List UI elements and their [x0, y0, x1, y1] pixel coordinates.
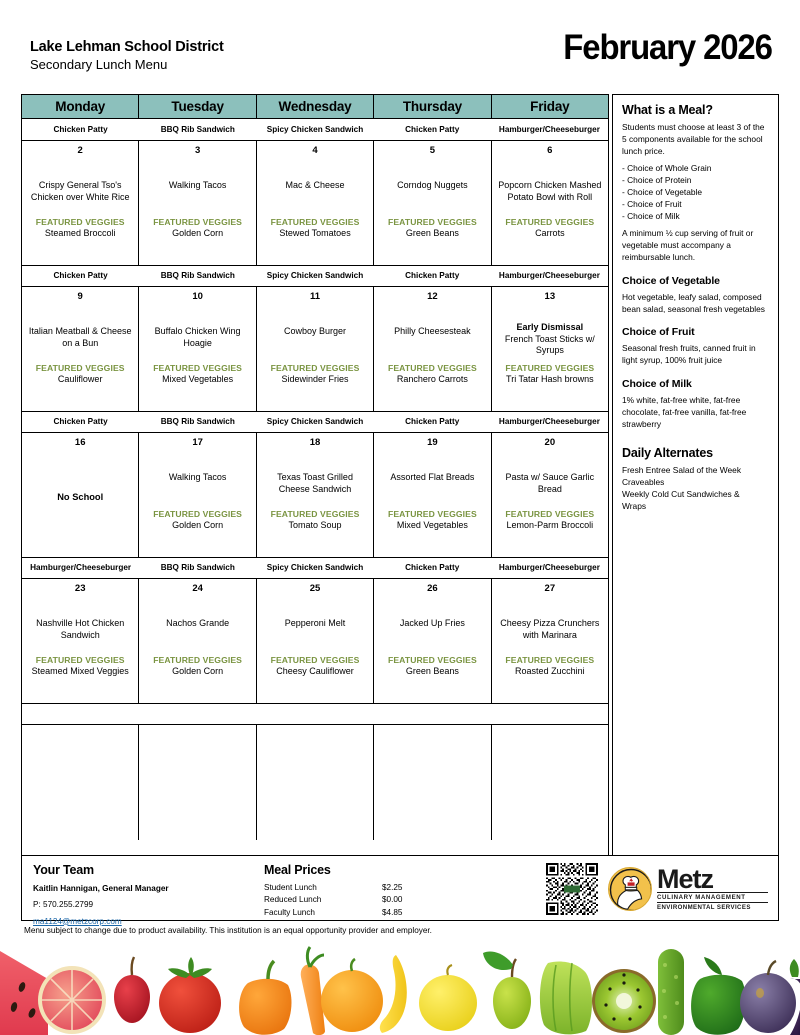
featured-veggies-label: FEATURED VEGGIES — [388, 217, 477, 228]
meal-component-item: - Choice of Milk — [622, 210, 680, 221]
metz-wordmark — [657, 863, 768, 912]
entree-row-week4 — [22, 557, 608, 579]
day-cell-25[interactable] — [257, 579, 374, 703]
day-cell-20[interactable] — [492, 433, 608, 557]
daily-alternates-line: Craveables — [622, 477, 665, 488]
day-cell-16[interactable] — [22, 433, 139, 557]
featured-veggies-label: FEATURED VEGGIES — [505, 363, 595, 374]
dow-thursday: Thursday — [374, 95, 491, 118]
day-number: 11 — [309, 291, 321, 302]
featured-veggies-value: Ranchero Carrots — [396, 373, 468, 384]
entree-w1-d2: Spicy Chicken Sandwich — [266, 124, 364, 134]
month-year-title: February 2026 — [563, 28, 772, 67]
meal-prices-block — [264, 863, 514, 919]
day-cell-empty-2[interactable] — [139, 725, 256, 840]
dow-friday: Friday — [492, 95, 608, 118]
price-value: $2.25 — [382, 883, 403, 892]
featured-veggies — [271, 363, 360, 407]
week-row-5 — [22, 725, 608, 840]
featured-veggies — [271, 217, 360, 261]
day-number: 3 — [194, 145, 201, 156]
featured-veggies-value: Sidewinder Fries — [281, 373, 349, 384]
day-meal: Assorted Flat Breads — [390, 472, 475, 483]
meal-component-item: - Choice of Whole Grain — [622, 163, 712, 174]
entree-w5-d2 — [256, 704, 373, 724]
entree-w4-d2: Spicy Chicken Sandwich — [266, 563, 364, 573]
day-cell-18[interactable] — [257, 433, 374, 557]
featured-veggies-value: Golden Corn — [172, 665, 224, 676]
daily-alternates-line: Weekly Cold Cut Sandwiches & — [622, 489, 740, 499]
day-meal: Cheesy Pizza Crunchers with Marinara — [500, 618, 600, 640]
daily-alternates-title: Daily Alternates — [622, 446, 713, 461]
featured-veggies-value: Carrots — [535, 227, 565, 238]
day-meal: Walking Tacos — [168, 180, 227, 191]
day-of-week-header-row — [22, 95, 608, 119]
entree-w2-d2: Spicy Chicken Sandwich — [266, 271, 364, 281]
day-cell-3[interactable] — [139, 141, 256, 265]
metz-tagline-2: ENVIRONMENTAL SERVICES — [657, 904, 751, 912]
featured-veggies — [388, 509, 477, 553]
entree-w5-d3 — [374, 704, 491, 724]
featured-veggies — [153, 509, 242, 553]
day-meal: Nashville Hot Chicken Sandwich — [36, 618, 125, 640]
header-left — [30, 38, 224, 74]
featured-veggies-value: Mixed Vegetables — [162, 373, 234, 384]
day-cell-26[interactable] — [374, 579, 491, 703]
featured-veggies — [505, 655, 594, 699]
minimum-serving-note: A minimum ½ cup serving of fruit or vegetable must accompany a reimbursable lunch. — [622, 227, 754, 262]
entree-w3-d0: Chicken Patty — [53, 417, 108, 427]
day-meal: Nachos Grande — [166, 618, 230, 629]
qr-code-icon[interactable] — [544, 861, 600, 917]
day-cell-2[interactable] — [22, 141, 139, 265]
featured-veggies-label: FEATURED VEGGIES — [153, 217, 243, 228]
day-number: 13 — [544, 291, 556, 302]
info-sidebar — [612, 94, 779, 859]
week-row-2 — [22, 287, 608, 411]
price-label: Student Lunch — [264, 883, 317, 892]
day-cell-11[interactable] — [257, 287, 374, 411]
featured-veggies-value: Golden Corn — [172, 227, 224, 238]
day-cell-12[interactable] — [374, 287, 491, 411]
entree-w3-d4: Hamburger/Cheeseburger — [498, 417, 600, 427]
entree-w5-d1 — [139, 704, 256, 724]
day-number: 26 — [427, 583, 438, 594]
day-note: Early Dismissal — [516, 322, 584, 333]
entree-w3-d1: BBQ Rib Sandwich — [160, 417, 235, 427]
day-meal: Corndog Nuggets — [397, 180, 468, 191]
featured-veggies-value: Steamed Mixed Veggies — [31, 665, 129, 676]
featured-veggies-value: Steamed Broccoli — [44, 227, 116, 238]
daily-alternates-line: Fresh Entree Salad of the Week — [622, 465, 742, 476]
featured-veggies-label: FEATURED VEGGIES — [35, 217, 125, 228]
entree-row-week3 — [22, 411, 608, 433]
entree-w2-d1: BBQ Rib Sandwich — [160, 271, 235, 281]
featured-veggies-value: Roasted Zucchini — [515, 665, 585, 676]
entree-w2-d3: Chicken Patty — [405, 271, 460, 281]
day-number: 23 — [74, 583, 86, 594]
day-cell-10[interactable] — [139, 287, 256, 411]
featured-veggies-value: Tomato Soup — [288, 519, 342, 530]
featured-veggies-value: Cauliflower — [57, 373, 103, 384]
day-meal-text: French Toast Sticks w/ Syrups — [504, 333, 595, 356]
featured-veggies — [153, 655, 242, 699]
day-meal: Mac & Cheese — [285, 180, 345, 191]
day-number: 27 — [544, 583, 556, 594]
day-cell-4[interactable] — [257, 141, 374, 265]
day-number: 10 — [192, 291, 203, 302]
featured-veggies — [32, 655, 129, 699]
metz-tagline-1: CULINARY MANAGEMENT — [657, 892, 768, 903]
meal-prices-title: Meal Prices — [264, 863, 331, 877]
featured-veggies — [271, 655, 360, 699]
what-is-a-meal-title: What is a Meal? — [622, 103, 713, 117]
meal-component-item: - Choice of Fruit — [622, 198, 682, 209]
featured-veggies — [505, 363, 594, 407]
featured-veggies-label: FEATURED VEGGIES — [388, 655, 477, 666]
day-cell-27[interactable] — [492, 579, 608, 703]
footer-panel — [21, 855, 779, 926]
what-is-a-meal-body: Students must choose at least 3 of the 5 components available for the school lunch price. — [622, 122, 765, 157]
metz-chef-icon — [608, 867, 652, 911]
week-row-3 — [22, 433, 608, 557]
featured-veggies-label: FEATURED VEGGIES — [270, 217, 360, 228]
your-team-title: Your Team — [33, 863, 94, 877]
featured-veggies-label: FEATURED VEGGIES — [35, 363, 125, 374]
featured-veggies — [505, 217, 594, 261]
price-row — [264, 894, 514, 906]
entree-w4-d4: Hamburger/Cheeseburger — [498, 563, 600, 573]
day-number: 20 — [544, 437, 556, 448]
day-meal: Cowboy Burger — [284, 326, 347, 337]
disclaimer-text: Menu subject to change due to product availability. This institution is an equal opportunity provider and employer. — [24, 926, 432, 935]
day-number: 12 — [427, 291, 438, 302]
day-cell-17[interactable] — [139, 433, 256, 557]
day-cell-19[interactable] — [374, 433, 491, 557]
entree-w1-d3: Chicken Patty — [405, 124, 460, 134]
featured-veggies-value: Green Beans — [405, 227, 459, 238]
page-header — [0, 28, 800, 90]
choice-of-vegetable-title: Choice of Vegetable — [622, 274, 720, 287]
day-number: 17 — [192, 437, 203, 448]
featured-veggies — [271, 509, 360, 553]
day-meal: Buffalo Chicken Wing Hoagie — [154, 326, 241, 348]
entree-w4-d0: Hamburger/Cheeseburger — [30, 563, 132, 573]
entree-row-week1 — [22, 119, 608, 141]
day-number: 19 — [427, 437, 438, 448]
metz-name: Metz — [657, 863, 713, 894]
entree-w4-d3: Chicken Patty — [405, 563, 460, 573]
featured-veggies — [153, 217, 242, 261]
featured-veggies — [388, 217, 477, 261]
day-meal: Pasta w/ Sauce Garlic Bread — [505, 472, 595, 494]
featured-veggies-label: FEATURED VEGGIES — [505, 217, 595, 228]
day-cell-6[interactable] — [492, 141, 608, 265]
day-cell-empty-5[interactable] — [492, 725, 608, 840]
day-number: 2 — [77, 145, 83, 156]
featured-veggies — [505, 509, 594, 553]
choice-of-vegetable-body: Hot vegetable, leafy salad, composed bean salad, seasonal fresh vegetables — [622, 291, 765, 314]
metz-logo — [608, 862, 768, 916]
day-number: 9 — [77, 291, 83, 302]
day-cell-24[interactable] — [139, 579, 256, 703]
day-number: 5 — [429, 145, 436, 156]
dow-tuesday: Tuesday — [139, 95, 256, 118]
featured-veggies-label: FEATURED VEGGIES — [388, 363, 477, 374]
featured-veggies-label: FEATURED VEGGIES — [153, 363, 243, 374]
entree-w4-d1: BBQ Rib Sandwich — [160, 563, 235, 573]
entree-w3-d2: Spicy Chicken Sandwich — [266, 417, 364, 427]
day-cell-23[interactable] — [22, 579, 139, 703]
featured-veggies-label: FEATURED VEGGIES — [153, 509, 243, 520]
day-cell-9[interactable] — [22, 287, 139, 411]
featured-veggies-value: Green Beans — [405, 665, 459, 676]
entree-row-week5 — [22, 703, 608, 725]
day-meal: Popcorn Chicken Mashed Potato Bowl with Roll — [498, 180, 602, 202]
day-meal: Philly Cheesesteak — [394, 326, 471, 337]
meal-component-item: - Choice of Vegetable — [622, 186, 703, 197]
day-cell-5[interactable] — [374, 141, 491, 265]
price-label: Reduced Lunch — [264, 895, 322, 905]
entree-w5-d4 — [491, 704, 608, 724]
day-cell-empty-3[interactable] — [257, 725, 374, 840]
day-cell-empty-1[interactable] — [22, 725, 139, 840]
dow-monday: Monday — [22, 95, 139, 118]
entree-w1-d0: Chicken Patty — [53, 124, 108, 134]
entree-row-week2 — [22, 265, 608, 287]
featured-veggies-label: FEATURED VEGGIES — [270, 655, 360, 666]
featured-veggies-value: Cheesy Cauliflower — [276, 665, 354, 676]
featured-veggies-label: FEATURED VEGGIES — [505, 509, 595, 520]
dow-wednesday: Wednesday — [257, 95, 374, 118]
entree-w5-d0 — [22, 704, 139, 724]
day-meal: Crispy General Tso's Chicken over White Rice — [30, 180, 130, 202]
day-meal: Texas Toast Grilled Cheese Sandwich — [277, 472, 353, 494]
featured-veggies — [388, 655, 477, 699]
featured-veggies-label: FEATURED VEGGIES — [388, 509, 477, 520]
day-meal: Pepperoni Melt — [284, 618, 346, 629]
day-meal: Walking Tacos — [168, 472, 227, 483]
meal-components-list — [622, 163, 770, 223]
featured-veggies-label: FEATURED VEGGIES — [505, 655, 595, 666]
phone-number: P: 570.255.2799 — [33, 900, 94, 910]
calendar-table — [21, 94, 609, 859]
price-row — [264, 907, 514, 919]
day-number: 6 — [547, 145, 553, 156]
choice-of-fruit-title: Choice of Fruit — [622, 326, 695, 339]
day-number: 24 — [192, 583, 203, 594]
price-value: $4.85 — [382, 907, 403, 917]
choice-of-milk-body: 1% white, fat-free white, fat-free chocolate, fat-free vanilla, fat-free strawberry — [622, 395, 747, 430]
featured-veggies-label: FEATURED VEGGIES — [270, 509, 360, 520]
featured-veggies-value: Lemon-Parm Broccoli — [506, 519, 594, 530]
day-number: 16 — [74, 437, 86, 448]
featured-veggies — [388, 363, 477, 407]
produce-banner-image — [0, 945, 800, 1035]
featured-veggies — [36, 363, 125, 407]
price-value: $0.00 — [382, 895, 403, 905]
week-row-4 — [22, 579, 608, 703]
day-meal — [496, 322, 604, 357]
day-note: No School — [57, 492, 104, 503]
day-number: 4 — [312, 145, 318, 156]
price-row — [264, 882, 514, 894]
featured-veggies — [153, 363, 242, 407]
entree-w2-d4: Hamburger/Cheeseburger — [498, 271, 600, 281]
week-row-1 — [22, 141, 608, 265]
day-number: 25 — [309, 583, 321, 594]
entree-w1-d4: Hamburger/Cheeseburger — [498, 124, 600, 134]
featured-veggies-value: Golden Corn — [172, 519, 224, 530]
entree-w2-d0: Chicken Patty — [53, 271, 108, 281]
your-team-block — [33, 863, 169, 929]
district-name: Lake Lehman School District — [30, 39, 224, 55]
manager-name: Kaitlin Hannigan, General Manager — [33, 884, 169, 893]
entree-w3-d3: Chicken Patty — [405, 417, 460, 427]
featured-veggies-label: FEATURED VEGGIES — [35, 655, 125, 666]
choice-of-milk-title: Choice of Milk — [622, 378, 692, 391]
price-label: Faculty Lunch — [264, 907, 315, 917]
day-cell-empty-4[interactable] — [374, 725, 491, 840]
email-link[interactable]: ma1124@metzcorp.com — [33, 916, 122, 926]
featured-veggies-value: Mixed Vegetables — [396, 519, 468, 530]
day-meal: Italian Meatball & Cheese on a Bun — [28, 326, 132, 348]
entree-w1-d1: BBQ Rib Sandwich — [160, 124, 235, 134]
featured-veggies — [36, 217, 125, 261]
day-meal: Jacked Up Fries — [399, 618, 465, 629]
featured-veggies-label: FEATURED VEGGIES — [153, 655, 243, 666]
meal-component-item: - Choice of Protein — [622, 175, 692, 186]
featured-veggies-label: FEATURED VEGGIES — [270, 363, 360, 374]
menu-subtitle: Secondary Lunch Menu — [30, 57, 168, 73]
featured-veggies-value: Stewed Tomatoes — [279, 227, 351, 238]
day-cell-13[interactable] — [492, 287, 608, 411]
featured-veggies-value: Tri Tatar Hash browns — [506, 373, 594, 384]
daily-alternates-line: Wraps — [622, 500, 647, 511]
choice-of-fruit-body: Seasonal fresh fruits, canned fruit in light syrup, 100% fruit juice — [622, 343, 756, 366]
day-number: 18 — [309, 437, 321, 448]
